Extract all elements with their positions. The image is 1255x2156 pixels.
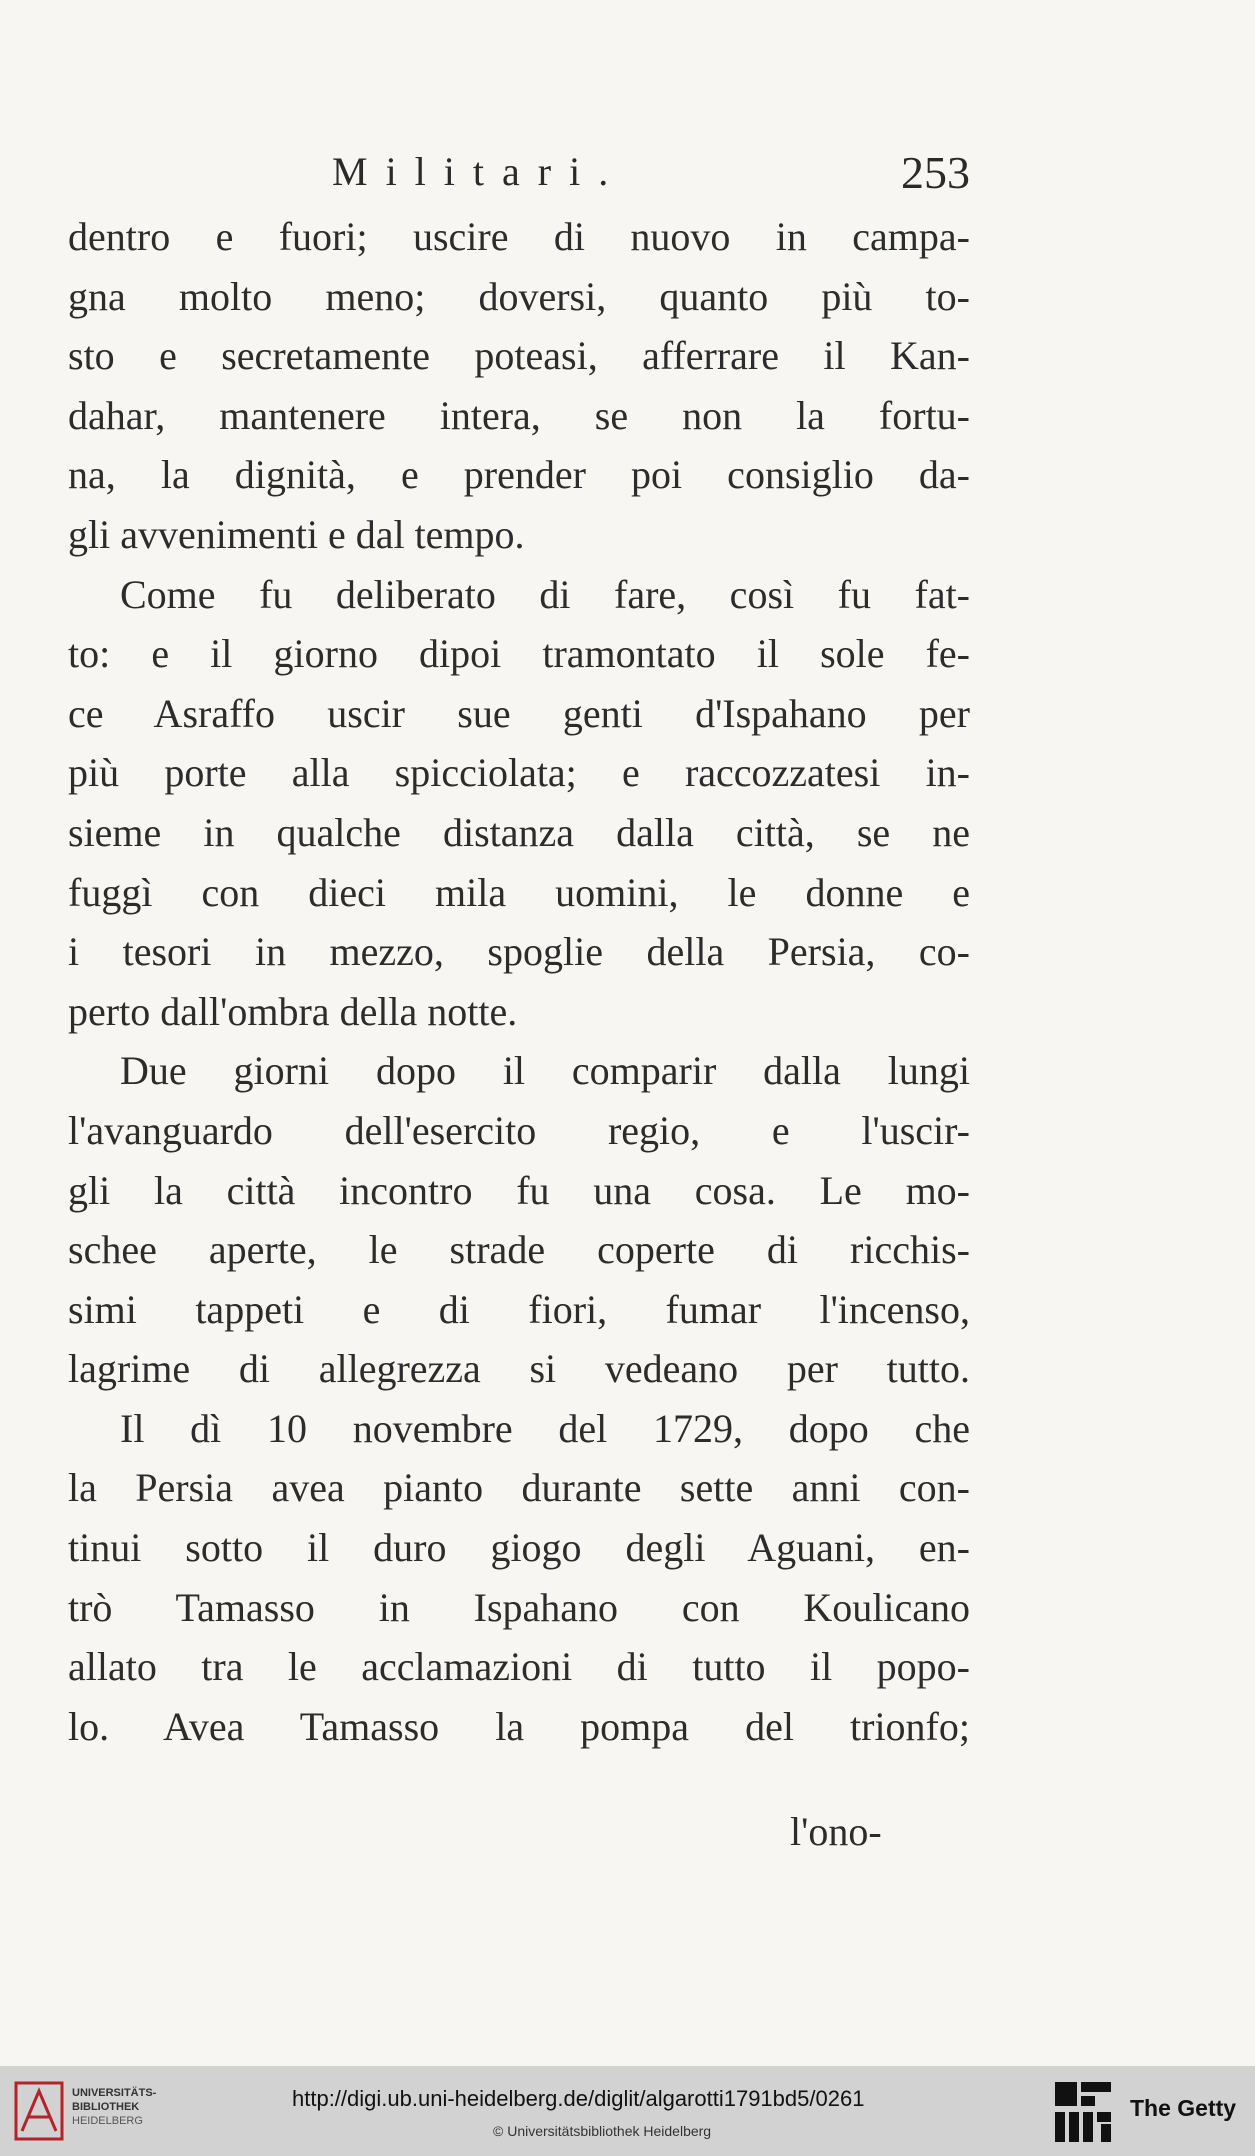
text-line: lagrime di allegrezza si vedeano per tutto. <box>68 1346 970 1392</box>
permalink-url[interactable]: http://digi.ub.uni-heidelberg.de/diglit/algarotti1791bd5/0261 <box>292 2086 865 2111</box>
text-line: tinui sotto il duro giogo degli Aguani, en- <box>68 1525 970 1571</box>
text-line: simi tappeti e di fiori, fumar l'incenso, <box>68 1286 970 1332</box>
text-line: to: e il giorno dipoi tramontato il sole fe- <box>68 631 970 677</box>
library-name-line: UNIVERSITÄTS- <box>72 2087 157 2099</box>
text-line: lo. Avea Tamasso la pompa del trionfo; <box>68 1703 970 1749</box>
text-line: gli la città incontro fu una cosa. Le mo- <box>68 1167 970 1213</box>
library-name-line: BIBLIOTHEK <box>72 2101 140 2113</box>
body-text <box>68 207 970 1756</box>
page-number: 253 <box>901 147 970 198</box>
text-line: Due giorni dopo il comparir dalla lungi <box>120 1048 970 1094</box>
catchword: l'ono- <box>790 1809 882 1854</box>
text-line: Come fu deliberato di fare, così fu fat- <box>120 571 970 617</box>
running-head-title: Militari. <box>332 149 627 194</box>
text-line: più porte alla spicciolata; e raccozzatesi in- <box>68 750 970 796</box>
text-line: na, la dignità, e prender poi consiglio da- <box>68 452 970 498</box>
text-line: perto dall'ombra della notte. <box>68 988 518 1034</box>
text-line: sto e secretamente poteasi, afferrare il Kan- <box>68 333 970 379</box>
text-line: schee aperte, le strade coperte di ricchis- <box>68 1227 970 1273</box>
getty-logo-icon[interactable] <box>1055 2082 1111 2142</box>
text-line: ce Asraffo uscir sue genti d'Ispahano per <box>68 690 970 736</box>
text-line: fuggì con dieci mila uomini, le donne e <box>68 869 970 915</box>
viewer-footer <box>0 2066 1255 2156</box>
text-line: sieme in qualche distanza dalla città, se ne <box>68 809 970 855</box>
heidelberg-logo-icon[interactable] <box>14 2079 66 2143</box>
text-line: i tesori in mezzo, spoglie della Persia, co- <box>68 929 970 975</box>
text-line: Il dì 10 novembre del 1729, dopo che <box>120 1405 970 1451</box>
text-line: gli avvenimenti e dal tempo. <box>68 511 525 557</box>
text-line: la Persia avea pianto durante sette anni con- <box>68 1465 970 1511</box>
text-line: gna molto meno; doversi, quanto più to- <box>68 273 970 319</box>
text-line: trò Tamasso in Ispahano con Koulicano <box>68 1584 970 1630</box>
partner-name: The Getty <box>1130 2095 1237 2121</box>
library-name <box>72 2086 156 2128</box>
text-line: dahar, mantenere intera, se non la fortu- <box>68 392 970 438</box>
copyright-text: © Universitätsbibliothek Heidelberg <box>493 2123 712 2139</box>
text-line: dentro e fuori; uscire di nuovo in campa- <box>68 214 970 259</box>
library-name-line: HEIDELBERG <box>72 2115 143 2127</box>
text-line: allato tra le acclamazioni di tutto il popo- <box>68 1644 970 1690</box>
text-line: l'avanguardo dell'esercito regio, e l'uscir- <box>68 1107 970 1153</box>
running-head <box>70 148 970 208</box>
